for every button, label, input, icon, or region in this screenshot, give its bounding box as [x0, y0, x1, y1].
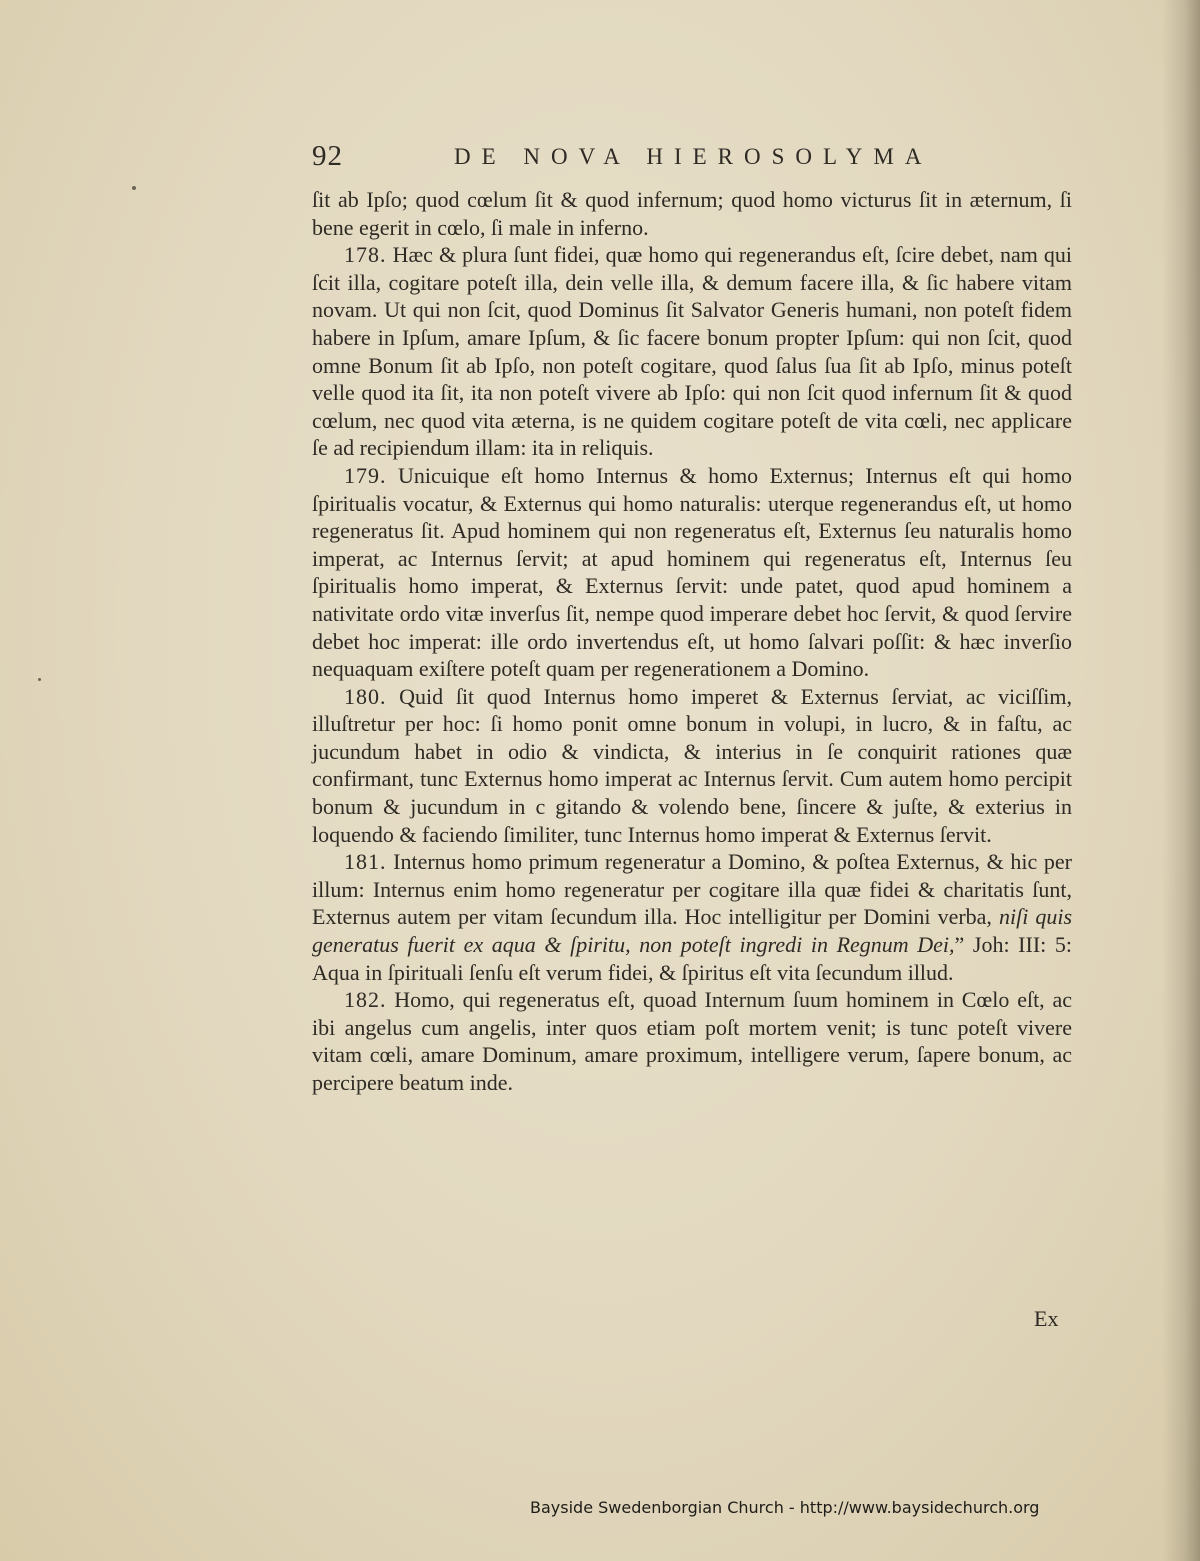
- footer-credit: Bayside Swedenborgian Church - http://www.baysidechurch.org: [530, 1498, 1040, 1517]
- running-head: DE NOVA HIEROSOLYMA: [454, 144, 933, 169]
- page-edge-shadow: [1162, 0, 1200, 1561]
- paragraph-number: 181.: [344, 849, 387, 875]
- opening-text: ſit ab Ipſo; quod cœlum ſit & quod infernum; quod homo victurus ſit in æternum, ſi bene egerit in cœlo, ſi male in inferno.: [312, 187, 1072, 240]
- paragraph-number: 179.: [344, 462, 387, 488]
- paragraph-text: Unicuique eſt homo Internus & homo Externus; Internus eſt qui homo ſpiritualis vocatur, & Externus qui homo naturalis: uterque regenerandus eſt, ut homo regeneratus ſit. Apud hominem qui non regeneratus eſt, Externus ſeu naturalis homo imperat, ac Internus ſervit; at apud hominem qui regeneratus eſt, Internus ſeu ſpiritualis homo imperat, & Externus ſervit: unde patet, quod apud hominem a nativitate ordo vitæ inverſus ſit, nempe quod imperare debet hoc ſervit, & quod ſervire debet hoc imperat: ille ordo invertendus eſt, ut homo ſalvari poſſit: & hæc inverſio nequaquam exiſtere poteſt quam per regenerationem a Domino.: [312, 462, 1072, 682]
- page-header: [312, 140, 1072, 180]
- paper-speck: [38, 678, 41, 681]
- paragraph-text: Hæc & plura ſunt fidei, quæ homo qui regenerandus eſt, ſcire debet, nam qui ſcit illa, cogitare poteſt illa, dein velle illa, & demum facere illa, & ſic habere vitam novam. Ut qui non ſcit, quod Dominus ſit Salvator Generis humani, non poteſt fidem habere in Ipſum, amare Ipſum, & ſic facere bonum propter Ipſum: qui non ſcit, quod omne Bonum ſit ab Ipſo, non poteſt cogitare, quod ſalus ſua ſit ab Ipſo, minus poteſt velle quod ita ſit, ita non poteſt vivere ab Ipſo: qui non ſcit quod infernum ſit & quod cœlum, nec quod vita æterna, is ne quidem cogitare poteſt de vita cœli, nec applicare ſe ad recipiendum illam: ita in reliquis.: [312, 242, 1073, 461]
- paragraph-180: [312, 683, 1072, 849]
- paper-speck: [132, 186, 136, 190]
- paragraph-text: Internus homo primum regeneratur a Domino, & poſtea Externus, & hic per illum: Internus enim homo regeneratur per cogitare illa quæ fidei & charitatis ſunt, Externus autem per vitam ſecundum illa. Hoc intelligitur per Domini verba,: [312, 849, 1072, 930]
- catchword: Ex: [1034, 1306, 1059, 1331]
- paragraph-number: 182.: [344, 987, 387, 1013]
- paragraph-text: Quid ſit quod Internus homo imperet & Externus ſerviat, ac viciſſim, illuſtretur per hoc: ſi homo ponit omne bonum in volupi, in lucro, & in faſtu, ac jucundum habet in odio & vindicta, & interius in ſe conquirit rationes quæ confirmant, tunc Externus homo imperat ac Internus ſervit. Cum autem homo percipit bonum & jucundum in c gitando & volendo bene, ſincere & juſte, & exterius in loquendo & faciendo ſimiliter, tunc Internus homo imperat & Externus ſervit.: [312, 683, 1072, 847]
- page-number: 92: [312, 140, 343, 172]
- scripture-quote: niſi quis generatus fuerit ex aqua & ſpiritu, non poteſt ingredi in Regnum Dei,: [312, 904, 1073, 958]
- paragraph-178: [312, 241, 1072, 462]
- paragraph-number: 180.: [344, 683, 387, 709]
- paragraph-text-continued: ” Joh: III: 5: Aqua in ſpirituali ſenſu eſt verum fidei, & ſpiritus eſt vita ſecundum illud.: [312, 932, 1072, 985]
- paragraph-179: [312, 462, 1072, 683]
- paragraph-text: Homo, qui regeneratus eſt, quoad Internum ſuum hominem in Cœlo eſt, ac ibi angelus cum angelis, inter quos etiam poſt mortem venit; is tunc poteſt vivere vitam cœli, amare Dominum, amare proximum, intelligere verum, ſapere bonum, ac percipere beatum inde.: [312, 987, 1072, 1095]
- page-body: [312, 186, 1072, 1097]
- paragraph-182: [312, 986, 1072, 1096]
- paragraph-number: 178.: [344, 242, 387, 268]
- paragraph-181: [312, 848, 1072, 986]
